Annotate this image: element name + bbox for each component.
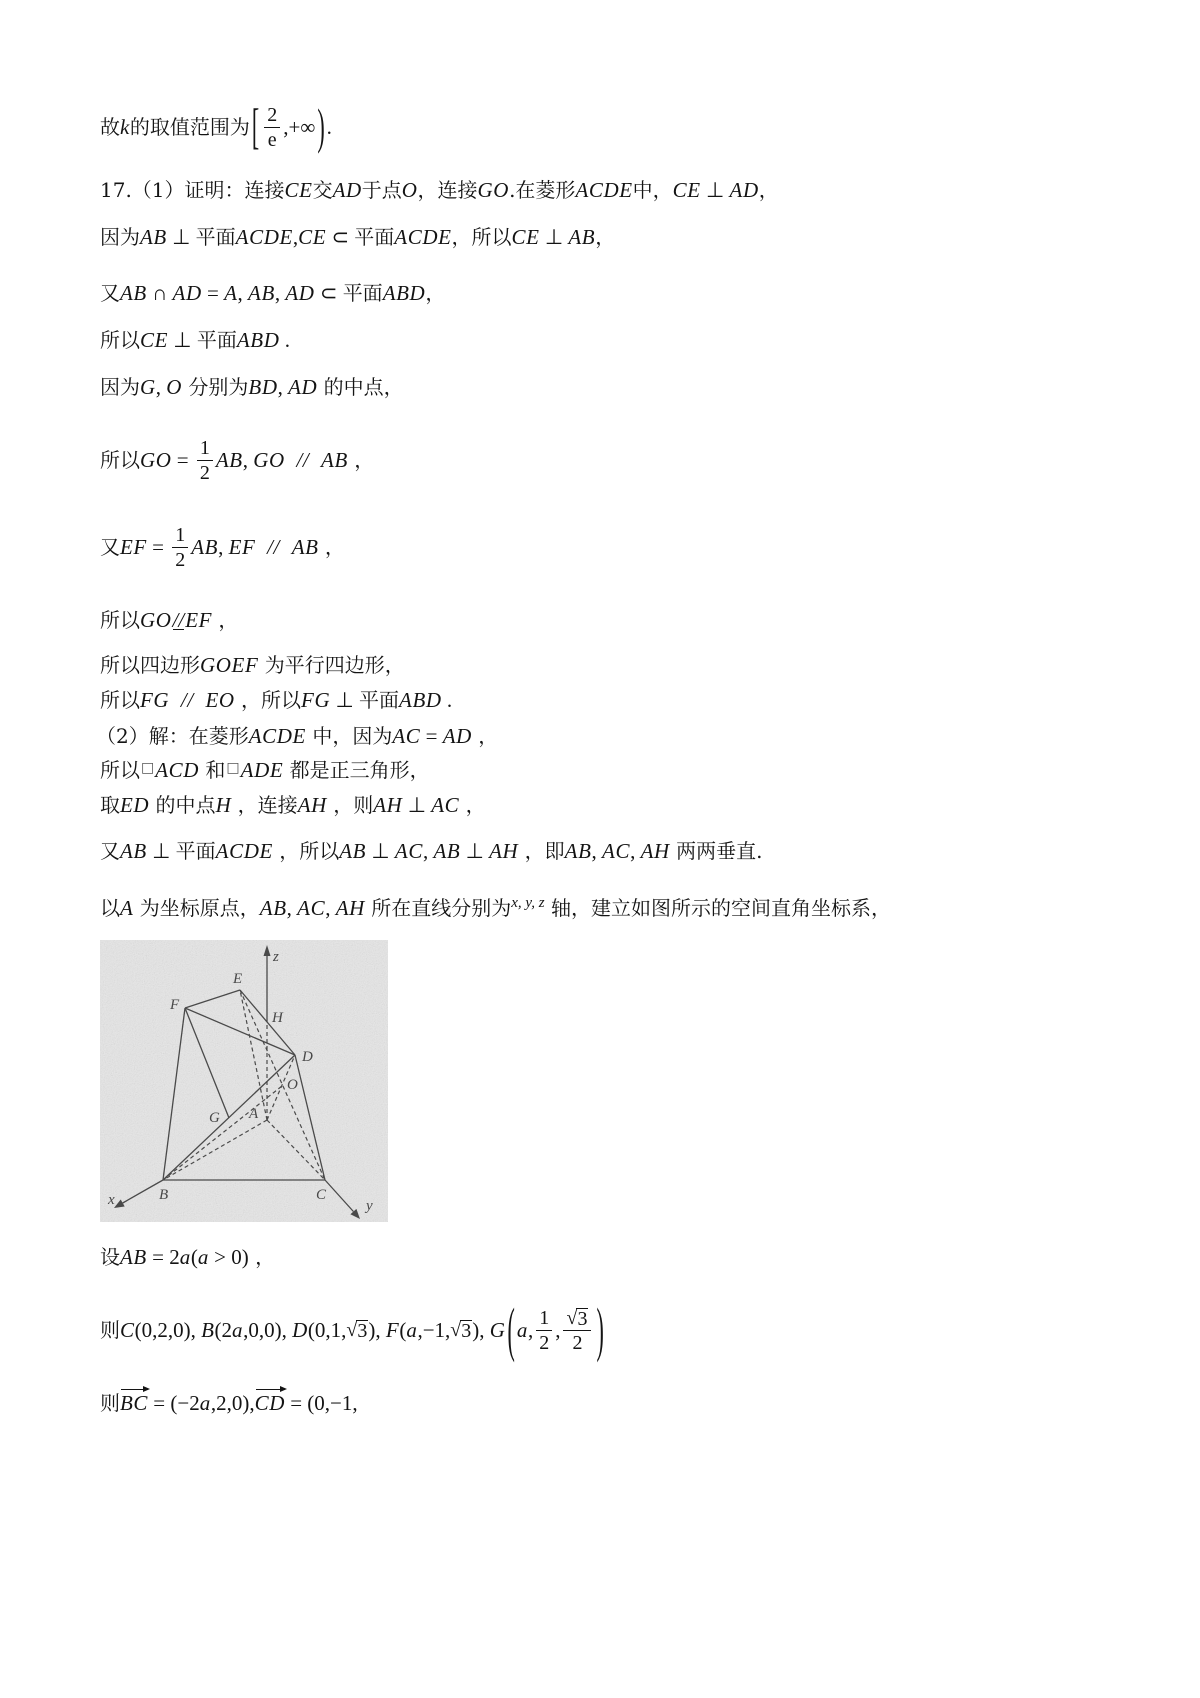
fraction	[264, 103, 280, 152]
text: ，	[212, 608, 239, 632]
math-text: ),	[368, 1318, 386, 1342]
text: ，	[248, 1245, 276, 1269]
math-op: ,	[422, 839, 434, 863]
text: 设	[100, 1245, 120, 1269]
math-op: ,	[274, 281, 286, 305]
parallel-symbol: //	[169, 688, 206, 712]
math-text: (2	[214, 1318, 233, 1342]
math-op: ,	[286, 896, 298, 920]
math-var: AB	[291, 535, 319, 559]
math-var: ACD	[155, 758, 200, 782]
math-op: =	[148, 1391, 171, 1415]
fraction-numerator: 2	[264, 103, 280, 128]
text: ，所以	[234, 688, 302, 712]
vector-CD: CD	[254, 1391, 285, 1415]
math-var: F	[385, 1318, 400, 1342]
math-var: G	[140, 375, 156, 399]
text: 取	[100, 793, 120, 817]
math-var: AH	[489, 839, 519, 863]
math-var: AD	[288, 375, 318, 399]
math-var: FG	[301, 688, 331, 712]
text: 所以	[100, 448, 140, 472]
math-var: AB	[191, 535, 219, 559]
math-op: =	[171, 448, 194, 472]
point-label-A: A	[249, 1106, 259, 1122]
text: ，连接	[231, 793, 298, 817]
math-var: AB	[568, 225, 596, 249]
text: 则	[100, 1318, 120, 1342]
text: ，	[459, 793, 486, 817]
radicand: 3	[577, 1307, 588, 1330]
math-text: ,−1,	[417, 1318, 451, 1342]
math-var: ACDE	[394, 225, 452, 249]
math-var: D	[292, 1318, 308, 1342]
math-var: ACDE	[215, 839, 273, 863]
math-op: ∩	[146, 281, 173, 305]
math-var: ABD	[399, 688, 442, 712]
math-var: a	[232, 1318, 244, 1342]
text: 的中点，	[317, 375, 404, 399]
fraction-numerator: 1	[172, 523, 188, 548]
text: 平面	[196, 328, 237, 352]
text: 平面	[359, 688, 400, 712]
text: 为平行四边形，	[258, 653, 405, 677]
math-op: ,	[630, 839, 641, 863]
math-op: ⊥	[460, 839, 490, 863]
math-var: a	[197, 1245, 209, 1269]
text: ，即	[518, 839, 565, 863]
math-var: k	[120, 115, 130, 139]
text: 平面	[195, 225, 236, 249]
math-var: ACDE	[235, 225, 293, 249]
text: 的取值范围为	[129, 115, 250, 139]
text: 分别为	[182, 375, 249, 399]
math-var: CE	[672, 178, 701, 202]
math-var: ACDE	[575, 178, 633, 202]
text: 又	[100, 535, 120, 559]
math-var: a	[516, 1318, 528, 1342]
axis-label-y: y	[366, 1198, 373, 1214]
point-label-H: H	[272, 1010, 283, 1026]
text: 所以	[100, 608, 140, 632]
math-var: a	[199, 1391, 211, 1415]
math-var: H	[215, 793, 232, 817]
math-text: ,0,0),	[243, 1318, 293, 1342]
math-var: AB	[259, 896, 287, 920]
math-var: GO	[253, 448, 285, 472]
text: 中，因为	[305, 724, 393, 748]
math-text: (−2	[170, 1391, 200, 1415]
text: 所以	[100, 328, 140, 352]
text: 轴，建立如图所示的空间直角坐标系，	[544, 896, 891, 920]
point-label-O: O	[287, 1077, 298, 1093]
math-text: (	[399, 1318, 407, 1342]
math-var: AB	[120, 1245, 147, 1269]
math-op: ,	[277, 375, 289, 399]
math-op: ,	[242, 448, 254, 472]
math-var: AB	[120, 839, 147, 863]
text: 所以	[100, 758, 140, 782]
math-var: AC	[392, 724, 421, 748]
square-root	[450, 1319, 472, 1341]
fraction-numerator: 1	[197, 436, 213, 461]
missing-triangle-glyph: □	[141, 760, 155, 776]
fraction-denominator: 2	[572, 1331, 583, 1354]
text: 和	[199, 758, 226, 782]
point-label-D: D	[302, 1049, 313, 1065]
text: 平面	[342, 281, 383, 305]
fraction	[172, 523, 188, 572]
math-var: B	[201, 1318, 215, 1342]
math-var: EF	[185, 608, 213, 632]
math-op: ,	[218, 535, 229, 559]
math-var: AH	[640, 839, 670, 863]
math-var: GOEF	[200, 653, 259, 677]
math-op: ,	[237, 281, 249, 305]
text: （2）解：在菱形	[96, 724, 249, 748]
axis-label-z: z	[273, 949, 279, 965]
text: 平面	[175, 839, 216, 863]
math-var: O	[166, 375, 183, 399]
text: 的中点	[149, 793, 216, 817]
text: 以	[100, 896, 120, 920]
fraction-denominator: 2	[199, 461, 210, 484]
math-op: ,	[555, 1318, 561, 1342]
point-label-B: B	[159, 1187, 169, 1203]
axis-label-x: x	[108, 1192, 115, 1208]
math-var: AB	[339, 839, 367, 863]
math-var: AC	[431, 793, 460, 817]
math-var: BD	[248, 375, 278, 399]
math-var: AH	[373, 793, 403, 817]
text: 平面	[354, 225, 395, 249]
math-var: AC	[602, 839, 631, 863]
math-op: =	[146, 535, 170, 559]
text: 两两垂直.	[669, 839, 763, 863]
missing-triangle-glyph: □	[226, 760, 240, 776]
right-paren: )	[596, 1294, 604, 1363]
math-var: AB	[120, 281, 147, 305]
radical-sign: √	[566, 1306, 578, 1329]
text: 又	[100, 281, 120, 305]
text: 因为	[100, 375, 140, 399]
math-var: AH	[335, 896, 365, 920]
parallel-equal-symbol: //	[172, 607, 185, 632]
math-op: ⊂	[326, 225, 355, 249]
math-var: ACDE	[248, 724, 306, 748]
math-var: AB	[564, 839, 592, 863]
math-var: CE	[298, 225, 327, 249]
math-var: AD	[285, 281, 315, 305]
right-paren: )	[317, 97, 325, 154]
math-var: AB	[248, 281, 275, 305]
math-op: ,	[527, 1318, 534, 1342]
text: ，所以	[272, 839, 340, 863]
text: ，连接	[417, 178, 478, 202]
point-label-G: G	[209, 1110, 220, 1126]
text: ，	[471, 724, 499, 748]
math-op: =	[201, 281, 225, 305]
math-var: CE	[140, 328, 169, 352]
math-var: GO	[140, 448, 172, 472]
math-var: AB	[215, 448, 243, 472]
axis-names: x, y, z	[511, 895, 545, 911]
math-var: A	[120, 896, 134, 920]
fraction	[536, 1306, 552, 1355]
math-var: AD	[729, 178, 759, 202]
period: .	[441, 688, 453, 712]
math-text: ,+∞	[283, 115, 316, 139]
square-root	[566, 1307, 588, 1329]
math-op: ⊥	[700, 178, 730, 202]
math-op: ⊥	[146, 839, 176, 863]
text: .在菱形	[509, 178, 576, 202]
math-op: ⊥	[402, 793, 432, 817]
math-var: CE	[511, 225, 540, 249]
math-op: ⊂	[314, 281, 343, 305]
text: ，所以	[451, 225, 512, 249]
text: 所以四边形	[100, 653, 200, 677]
math-op: ,	[591, 839, 603, 863]
math-text: (0,2,0),	[134, 1318, 202, 1342]
math-var: AD	[332, 178, 362, 202]
math-op: ,	[325, 896, 336, 920]
text: 17.（1）证明：连接	[100, 178, 285, 202]
coordinate-figure	[100, 940, 388, 1222]
math-var: O	[401, 178, 418, 202]
text: 故	[100, 115, 120, 139]
math-op: ⊥	[539, 225, 569, 249]
math-var: A	[224, 281, 238, 305]
math-var: AD	[172, 281, 202, 305]
vector-BC: BC	[120, 1391, 149, 1415]
text: 所以	[100, 688, 140, 712]
text: 中，	[632, 178, 673, 202]
text: ，	[318, 535, 345, 559]
text: 于点	[361, 178, 402, 202]
text: ，则	[326, 793, 374, 817]
math-text: ,2,0),	[210, 1391, 255, 1415]
math-var: a	[179, 1245, 191, 1269]
math-var: AH	[297, 793, 327, 817]
math-var: ED	[120, 793, 150, 817]
math-var: EF	[120, 535, 147, 559]
math-var: AB	[433, 839, 461, 863]
fraction	[563, 1306, 591, 1355]
left-bracket: [	[251, 97, 260, 154]
math-var: GO	[477, 178, 510, 202]
math-var: CE	[284, 178, 313, 202]
fraction-numerator	[563, 1306, 591, 1331]
parallel-symbol: //	[255, 535, 292, 559]
math-var: GO	[140, 608, 172, 632]
math-var: C	[120, 1318, 135, 1342]
math-var: FG	[140, 688, 170, 712]
fraction-numerator: 1	[536, 1306, 552, 1331]
fraction	[197, 436, 213, 485]
text: 为坐标原点，	[133, 896, 260, 920]
math-text: ),	[472, 1318, 490, 1342]
text: 则	[100, 1391, 120, 1415]
radical-sign: √	[450, 1319, 462, 1341]
math-var: ABD	[382, 281, 426, 305]
text: 又	[100, 839, 120, 863]
math-op: = 2	[146, 1245, 180, 1269]
fraction-denominator: 2	[539, 1331, 550, 1354]
period: .	[279, 328, 290, 352]
math-op: =	[420, 724, 443, 748]
square-root	[346, 1319, 368, 1341]
fraction-denominator: 2	[175, 548, 186, 571]
math-var: AD	[442, 724, 472, 748]
radicand: 3	[461, 1320, 472, 1342]
math-var: G	[489, 1318, 506, 1342]
point-label-E: E	[233, 971, 243, 987]
text: ，	[347, 448, 375, 472]
math-var: EO	[205, 688, 235, 712]
math-op: ⊥	[168, 328, 197, 352]
point-label-F: F	[170, 997, 180, 1013]
math-var: AB	[140, 225, 167, 249]
parallel-symbol: //	[284, 448, 322, 472]
math-op: ,	[155, 375, 167, 399]
text: ，	[595, 225, 616, 249]
text: 所在直线分别为	[364, 896, 512, 920]
text: 因为	[100, 225, 140, 249]
math-op: ⊥	[366, 839, 395, 863]
math-var: EF	[228, 535, 256, 559]
text: 都是正三角形，	[283, 758, 430, 782]
period: .	[326, 115, 332, 139]
math-op: ⊥	[330, 688, 360, 712]
radical-sign: √	[346, 1319, 358, 1341]
math-var: a	[406, 1318, 418, 1342]
math-op: (	[190, 1245, 198, 1269]
math-text: = (0,−1,	[284, 1391, 358, 1415]
math-var: AC	[297, 896, 326, 920]
math-text: (0,1,	[307, 1318, 347, 1342]
math-op: ⊥	[166, 225, 196, 249]
text: ，	[425, 281, 446, 305]
math-var: ADE	[240, 758, 284, 782]
radicand: 3	[357, 1320, 368, 1342]
fraction-denominator: e	[267, 128, 277, 151]
math-op: ,	[292, 225, 299, 249]
point-label-C: C	[316, 1187, 327, 1203]
left-paren: (	[507, 1294, 515, 1363]
text: ，	[758, 178, 779, 202]
math-var: ABD	[236, 328, 280, 352]
text: 交	[312, 178, 333, 202]
math-op: > 0)	[208, 1245, 249, 1269]
math-var: AB	[321, 448, 348, 472]
math-var: AC	[394, 839, 423, 863]
